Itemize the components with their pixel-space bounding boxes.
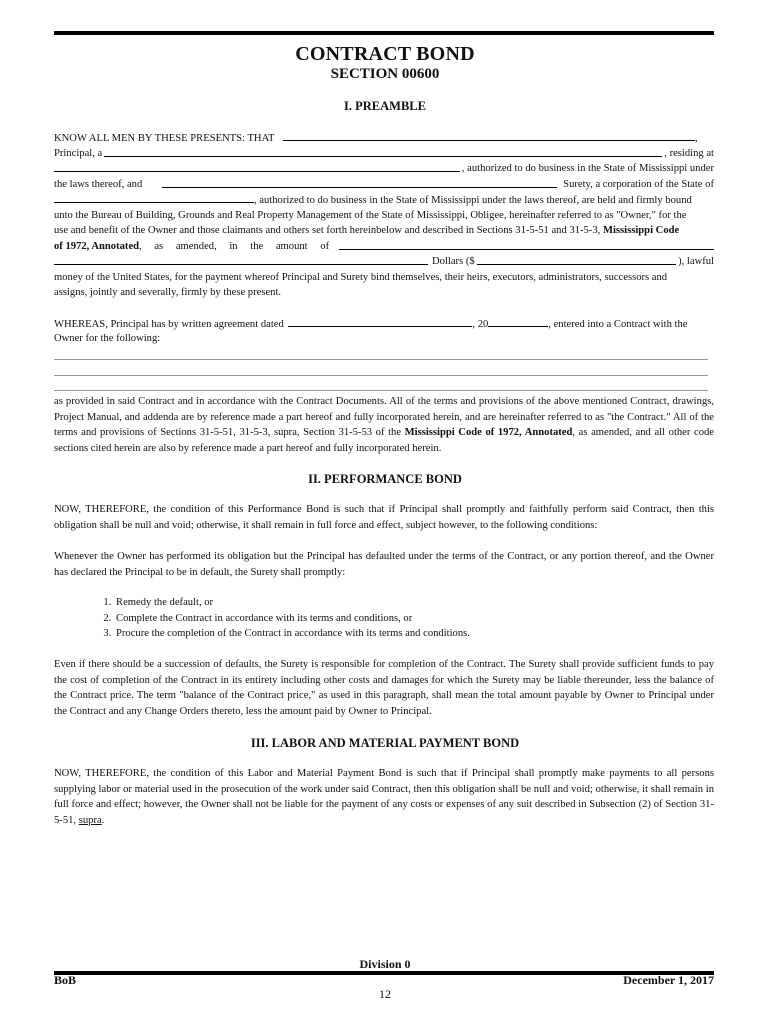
after-line-3c: , as bbox=[572, 427, 588, 438]
authorized-label: , authorized to do business in the State of Mississippi under bbox=[461, 163, 714, 174]
labor-end: . bbox=[101, 814, 105, 826]
principal-type-field[interactable] bbox=[104, 146, 662, 157]
footer-left: BoB bbox=[54, 973, 77, 987]
labor-heading: III. LABOR AND MATERIAL PAYMENT BOND bbox=[250, 736, 520, 750]
division-label: Division 0 bbox=[359, 957, 411, 971]
ms-code-text: Mississippi Code bbox=[602, 225, 680, 236]
preamble-line-6: unto the Bureau of Building, Grounds and Real Property Management of the State of Mississippi, Obligee, hereinafter referred to as "Owner," for the bbox=[54, 210, 687, 221]
preamble-line-3 bbox=[54, 161, 714, 177]
document-title: CONTRACT BOND bbox=[295, 43, 475, 65]
amended-amount-text: , as amended, in the amount of bbox=[139, 241, 330, 252]
preamble-line-7 bbox=[54, 223, 714, 239]
contract-with-label: , entered into a Contract with the bbox=[548, 319, 688, 330]
preamble-heading: I. PREAMBLE bbox=[344, 99, 426, 113]
amount-words-field-1[interactable] bbox=[339, 239, 714, 250]
residing-at-label: , residing at bbox=[664, 148, 714, 159]
use-benefit-text: use and benefit of the Owner and those claimants and others set forth hereinbelow and described in Sections 31-5-51 and 31-5-3, bbox=[54, 225, 601, 236]
project-description-line-2[interactable] bbox=[54, 375, 708, 376]
preamble-line-10: money of the United States, for the payment whereof Principal and Surety bind themselves, their heirs, executors, administrators, successors and bbox=[54, 272, 668, 283]
preamble-line-8 bbox=[54, 239, 714, 255]
code-year-text: of 1972, Annotated bbox=[54, 241, 140, 252]
preamble-line-1: KNOW ALL MEN BY THESE PRESENTS: THAT , bbox=[54, 130, 714, 147]
principal-name-field[interactable] bbox=[283, 130, 695, 141]
owner-for-following: Owner for the following: bbox=[54, 333, 161, 344]
contract-documents-paragraph bbox=[54, 394, 714, 456]
amount-figures-field[interactable] bbox=[477, 254, 676, 265]
project-description-line-3[interactable] bbox=[54, 390, 708, 391]
dollars-label: Dollars ($ bbox=[432, 256, 475, 267]
performance-paragraph-3: Even if there should be a succession of defaults, the Surety is responsible for completion of the Contract. The Surety shall provide sufficient funds to pay the cost of completion of the Contract in its entirety including other costs and damages for which the Surety may be liable thereunder, less the balance of the Contract price. The term "balance of the Contract price," as used in this paragraph, shall mean the total amount payable by Owner to Principal under the Contract and any Change Orders thereto, less the amount paid by Owner to Principal. bbox=[54, 659, 714, 717]
performance-paragraph-1: NOW, THEREFORE, the condition of this Performance Bond is such that if Principal shall promptly and faithfully perform said Contract, then this obligation shall be null and void; otherwise, it shall remain in full force and effect, subject however, to the following conditions: bbox=[54, 504, 714, 531]
preamble-line-9 bbox=[54, 254, 714, 270]
after-line-2: drawings, Project Manual, and addenda are by reference made a part hereof and fully incorporated herein, and are hereinafter referred to as "the bbox=[54, 396, 714, 423]
labor-paragraph bbox=[54, 766, 714, 828]
top-rule bbox=[54, 31, 714, 35]
list-item: 2. Complete the Contract in accordance with its terms and conditions, or bbox=[114, 611, 470, 627]
section-number: SECTION 00600 bbox=[330, 66, 440, 82]
agreement-year-field[interactable] bbox=[488, 316, 548, 327]
surety-label: Surety, a corporation of the State of bbox=[563, 179, 714, 190]
principal-address-field[interactable] bbox=[54, 161, 460, 172]
laws-thereof-label: the laws thereof, and bbox=[54, 179, 143, 190]
preamble-line-11: assigns, jointly and severally, firmly by these present. bbox=[54, 287, 282, 298]
whereas-label: WHEREAS, Principal has by written agreement dated bbox=[54, 319, 284, 330]
preamble-line-4 bbox=[54, 177, 714, 193]
amount-words-field-2[interactable] bbox=[54, 254, 428, 265]
performance-heading: II. PERFORMANCE BOND bbox=[308, 472, 462, 486]
footer-date: December 1, 2017 bbox=[623, 973, 714, 987]
principal-type-label: Principal, a bbox=[54, 148, 103, 159]
preamble-line-2 bbox=[54, 146, 714, 162]
year-prefix: , 20 bbox=[472, 319, 489, 330]
labor-text: NOW, THEREFORE, the condition of this Labor and Material Payment Bond is such that if Principal shall promptly make payments to all persons supplying labor or material used in the prosecution of the work under said Contract, then this obligation shall be null and void; otherwise, it shall remain in full force and effect; however, the Owner shall not be liable for the payment of any costs or expenses of any suit described in Subsection (2) of Section 31-5-51, bbox=[54, 768, 714, 826]
after-line-3b: Mississippi Code of 1972, Annotated bbox=[404, 427, 573, 438]
project-description-line-1[interactable] bbox=[54, 359, 708, 360]
surety-state-field[interactable] bbox=[54, 192, 254, 203]
after-line-4: amended, and all other code sections cited herein are also by reference made a part hereof and fully incorporated herein. bbox=[54, 427, 715, 454]
amount-label bbox=[54, 239, 329, 255]
preamble-line-5 bbox=[54, 192, 714, 209]
after-line-3a: Contract." All of the terms and provisions of Sections 31-5-51, 31-5-3, supra, Section 31-5-53 of the bbox=[54, 411, 714, 438]
surety-name-field[interactable] bbox=[162, 177, 557, 188]
lawful-label: ), lawful bbox=[678, 256, 714, 267]
bound-label: , authorized to do business in the State of Mississippi under the laws thereof, are held and firmly bound bbox=[254, 195, 692, 206]
list-item: 3. Procure the completion of the Contract in accordance with its terms and conditions. bbox=[114, 626, 470, 642]
agreement-date-field[interactable] bbox=[288, 316, 472, 327]
page-number: 12 bbox=[379, 987, 391, 1001]
footer-rule bbox=[54, 971, 714, 975]
list-item: 1. Remedy the default, or bbox=[114, 595, 470, 611]
after-line-1: as provided in said Contract and in accordance with the Contract Documents. All of the terms and provisions of the above mentioned Contract, bbox=[54, 396, 670, 407]
performance-paragraph-2: Whenever the Owner has performed its obligation but the Principal has defaulted under the terms of the Contract, or any portion thereof, and the Owner has declared the Principal to be in default, the Surety shall promptly: bbox=[54, 551, 714, 578]
supra-text: supra bbox=[78, 814, 102, 826]
know-all-men-label: KNOW ALL MEN BY THESE PRESENTS: THAT bbox=[54, 133, 275, 144]
surety-obligations-list bbox=[100, 595, 470, 642]
